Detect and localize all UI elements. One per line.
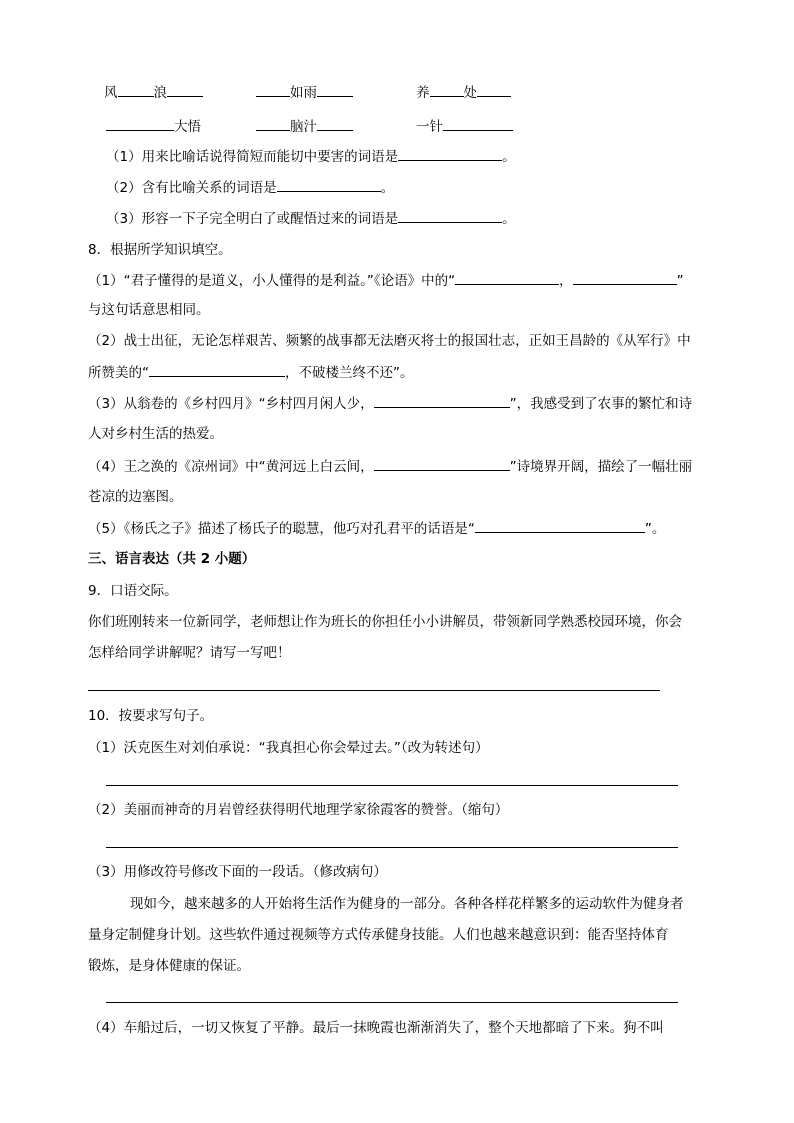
q8-item-5: （5）《杨氏之子》描述了杨氏子的聪慧，他巧对孔君平的话语是“ ”。 xyxy=(88,518,665,539)
answer-blank[interactable] xyxy=(573,270,677,285)
question-9-title: 9．口语交际。 xyxy=(88,583,178,599)
q8-item-2: （2）战士出征，无论怎样艰苦、频繁的战事都无法磨灭将士的报国壮志，正如王昌龄的《从军行》中 xyxy=(88,333,691,349)
q10-paragraph-line-1: 现如今，越来越多的人开始将生活作为健身的一部分。各种各样花样繁多的运动软件为健身者 xyxy=(130,896,684,912)
answer-blank[interactable] xyxy=(374,456,510,471)
q8-item-2-cont: 所赞美的“ ，不破楼兰终不还”。 xyxy=(88,362,414,383)
blank[interactable] xyxy=(477,82,511,97)
blank[interactable] xyxy=(317,116,353,131)
q10-item-2: （2）美丽而神奇的月岩曾经获得明代地理学家徐霞客的赞誉。（缩句） xyxy=(88,802,509,818)
idiom-question-1: （1）用来比喻话说得简短而能切中要害的词语是 。 xyxy=(106,146,516,167)
answer-blank[interactable] xyxy=(149,362,285,377)
answer-blank[interactable] xyxy=(398,146,502,161)
section-title: 三、语言表达（共 2 小题） xyxy=(88,551,256,567)
answer-line[interactable] xyxy=(106,847,678,848)
idiom-question-2: （2）含有比喻关系的词语是 。 xyxy=(106,177,394,198)
q8-item-3: （3）从翁卷的《乡村四月》“乡村四月闲人少， ”，我感受到了农事的繁忙和诗 xyxy=(88,393,692,414)
idiom-item-5: 脑汁 xyxy=(256,116,353,137)
idiom-item-4: 大悟 xyxy=(106,116,201,137)
q10-item-1: （1）沃克医生对刘伯承说：“我真担心你会晕过去。”（改为转述句） xyxy=(88,740,489,756)
blank[interactable] xyxy=(256,116,290,131)
question-8-title: 8．根据所学知识填空。 xyxy=(88,242,232,258)
idiom-item-3: 养 处 xyxy=(416,82,511,103)
q10-paragraph-line-2: 量身定制健身计划。这些软件通过视频等方式传承健身技能。人们也越来越意识到：能否坚持体育 xyxy=(88,927,669,943)
answer-blank[interactable] xyxy=(455,270,559,285)
q10-paragraph-line-3: 锻炼，是身体健康的保证。 xyxy=(88,958,250,974)
question-9-text: 你们班刚转来一位新同学，老师想让作为班长的你担任小小讲解员，带领新同学熟悉校园环境，你会 xyxy=(88,614,682,630)
idiom-question-3: （3）形容一下子完全明白了或醒悟过来的词语是 。 xyxy=(106,208,516,229)
blank[interactable] xyxy=(106,116,174,131)
idiom-item-6: 一针 xyxy=(416,116,513,137)
q8-item-4: （4）王之涣的《凉州词》中“黄河远上白云间， ”诗境界开阔，描绘了一幅壮丽 xyxy=(88,456,692,477)
blank[interactable] xyxy=(317,82,353,97)
answer-blank[interactable] xyxy=(475,518,645,533)
q8-item-1: （1）“君子懂得的是道义，小人懂得的是利益。”《论语》中的“ ， ” xyxy=(88,270,684,291)
blank[interactable] xyxy=(167,82,203,97)
answer-blank[interactable] xyxy=(374,393,510,408)
idiom-item-2: 如雨 xyxy=(256,82,353,103)
answer-line[interactable] xyxy=(106,1002,678,1003)
q10-item-3: （3）用修改符号修改下面的一段话。（修改病句） xyxy=(88,864,387,880)
answer-blank[interactable] xyxy=(277,177,381,192)
blank[interactable] xyxy=(430,82,464,97)
question-9-text-cont: 怎样给同学讲解呢？请写一写吧！ xyxy=(88,645,291,661)
answer-line[interactable] xyxy=(88,690,660,691)
blank[interactable] xyxy=(256,82,290,97)
blank[interactable] xyxy=(443,116,513,131)
idiom-item-1: 风 浪 xyxy=(104,82,203,103)
question-10-title: 10．按要求写句子。 xyxy=(88,708,214,724)
q10-item-4: （4）车船过后，一切又恢复了平静。最后一抹晚霞也渐渐消失了，整个天地都暗了下来。狗不叫 xyxy=(88,1020,664,1036)
q8-item-3-cont: 人对乡村生活的热爱。 xyxy=(88,426,223,442)
q8-item-4-cont: 苍凉的边塞图。 xyxy=(88,489,183,505)
q8-item-1-cont: 与这句话意思相同。 xyxy=(88,302,210,318)
blank[interactable] xyxy=(118,82,154,97)
answer-blank[interactable] xyxy=(398,208,502,223)
answer-line[interactable] xyxy=(106,785,678,786)
